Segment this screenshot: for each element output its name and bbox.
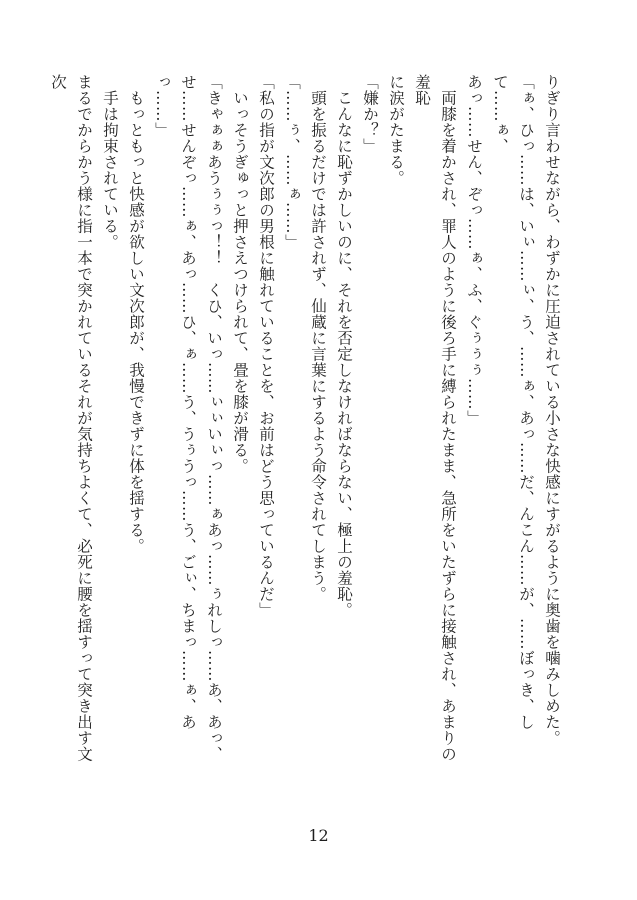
text-line: 両膝を着かされ、罪人のように後ろ手に縛られたまま、急所をいたずらに接触され、あまりの羞恥 <box>413 74 457 762</box>
text-line: あっ……せん、ぞっ……ぁ、ふ、ぐぅぅぅ……」 <box>465 74 483 426</box>
text-line: せ……せんぞっ……ぁ、あっ……ひ、ぁ……う、うぅうっ……う、ごぃ、ちまっ……ぁ、あっ……」 <box>153 74 197 730</box>
text-line: 「ぁ、ひっ……は、いぃ……ぃ、う、……ぁ、あっ……だ、んこん……が、……ぼっき、して……ぁ、 <box>491 74 535 730</box>
text-line: まるでからかう様に指一本で突かれているそれが気持ちよくて、必死に腰を揺すって突き出す文次 <box>49 74 93 762</box>
text-line: こんなに恥ずかしいのに、それを否定しなければならない、極上の羞恥。 <box>335 74 353 618</box>
text-line: 「きゃぁぁあうぅぅっ！！ くひ、いっ……ぃぃいぃっ……ぁあっ……ぅれしっ……あ、あっ、 <box>205 74 223 762</box>
text-line: 頭を振るだけでは許されず、仙蔵に言葉にするよう命令されてしまう。 <box>309 74 327 602</box>
text-line: に涙がたまる。 <box>387 74 405 186</box>
text-line: 「嫌か？」 <box>361 74 379 154</box>
text-line: もっともっと快感が欲しい文次郎が、我慢できずに体を揺する。 <box>127 74 145 554</box>
page-number: 12 <box>308 826 329 845</box>
text-line: りぎり言わせながら、わずかに圧迫されている小さな快感にすがるように奥歯を噛みしめた。 <box>543 74 561 746</box>
text-line: 「……ぅ、……ぁ……」 <box>283 74 301 250</box>
text-line: 「私の指が文次郎の男根に触れていることを、お前はどう思っているんだ」 <box>257 74 275 618</box>
vertical-text-body <box>49 74 565 774</box>
text-line: いっそうぎゅっと押さえつけられて、畳を膝が滑る。 <box>231 74 249 474</box>
text-line: 手は拘束されている。 <box>101 74 119 250</box>
